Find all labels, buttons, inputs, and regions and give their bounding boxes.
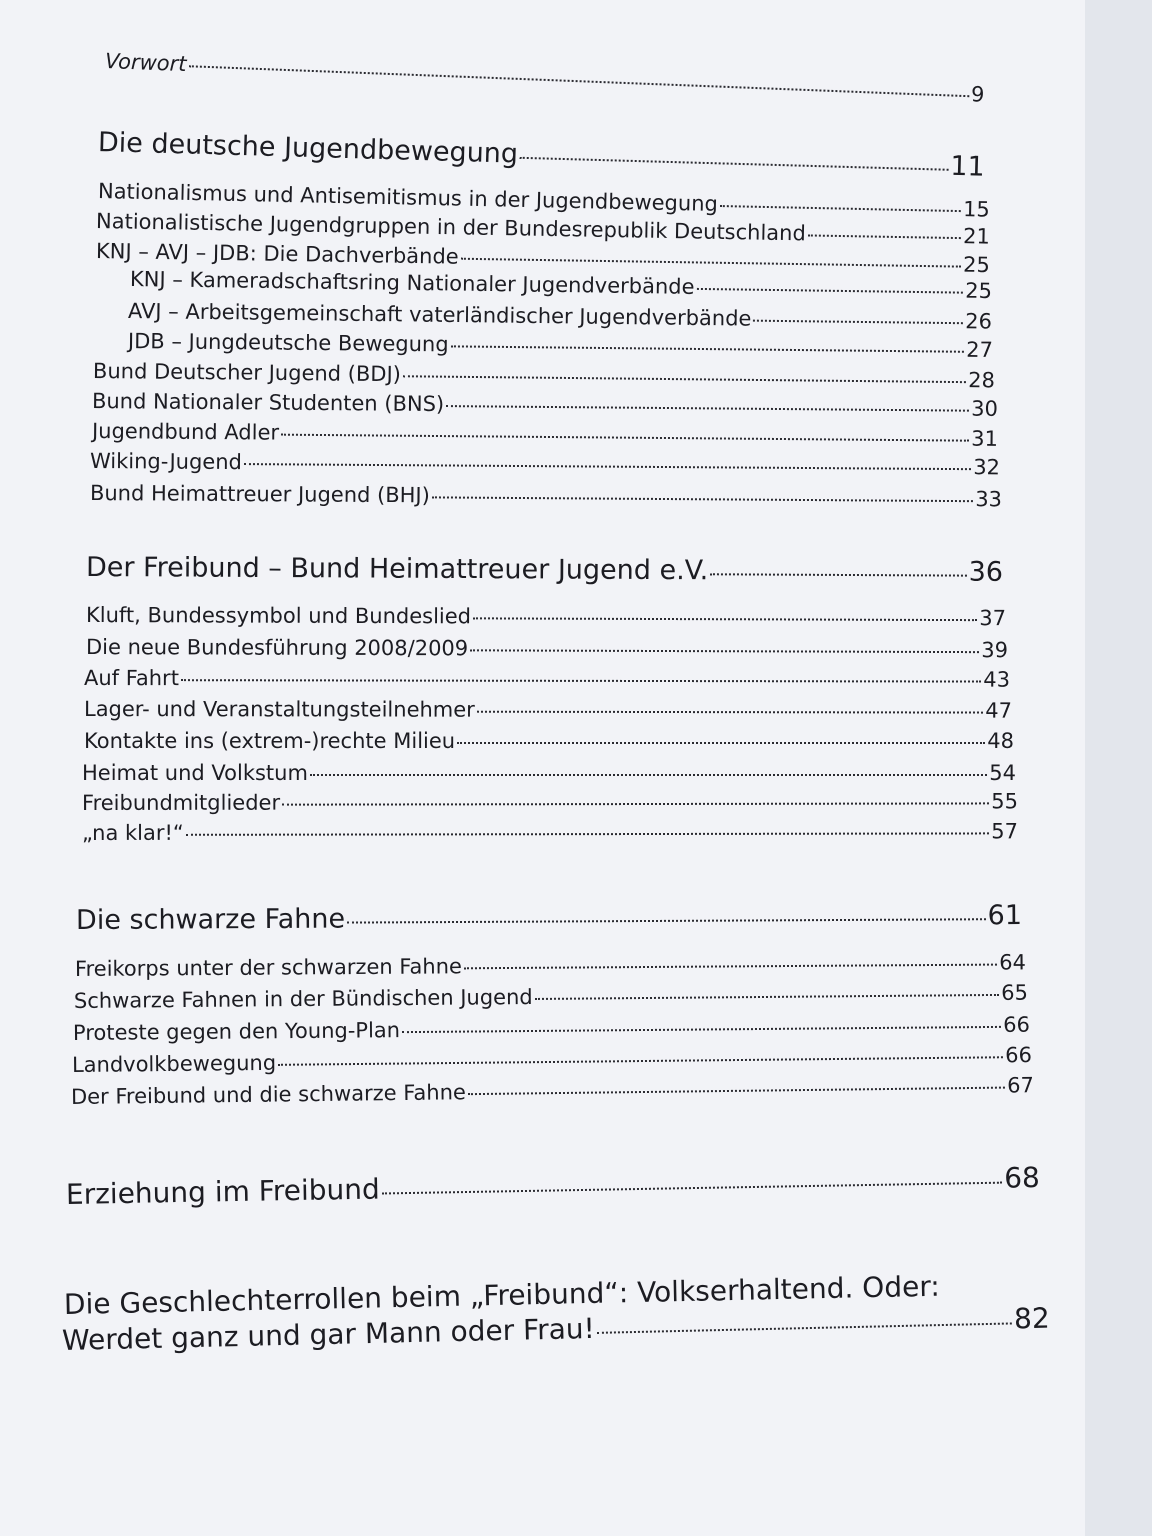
toc-entry-title: Schwarze Fahnen in der Bündischen Jugend xyxy=(73,984,533,1013)
toc-leader-dots xyxy=(382,1182,1003,1195)
toc-leader-dots xyxy=(468,1087,1005,1096)
toc-entry xyxy=(82,820,1018,845)
toc-entry-title: AVJ – Arbeitsgemeinschaft vaterländischer Jugendverbände xyxy=(127,299,752,331)
toc-entry-title: Erziehung im Freibund xyxy=(65,1172,381,1211)
toc-leader-dots xyxy=(181,679,981,682)
toc-leader-dots xyxy=(188,65,969,97)
page-edge xyxy=(1085,0,1152,1536)
toc-leader-dots xyxy=(457,742,985,744)
toc-entry xyxy=(86,604,1006,630)
toc-entry-page: 39 xyxy=(981,638,1009,663)
toc-leader-dots xyxy=(720,205,961,212)
toc-entry-page: 55 xyxy=(991,789,1019,814)
toc-entry xyxy=(72,1044,1032,1077)
toc-leader-dots xyxy=(446,405,969,412)
toc-leader-dots xyxy=(753,320,963,325)
toc-entry-title: Bund Deutscher Jugend (BDJ) xyxy=(92,359,402,387)
toc-entry-title: Freikorps unter der schwarzen Fahne xyxy=(74,954,462,981)
toc-entry-page: 66 xyxy=(1003,1012,1031,1037)
toc-entry-title: Die deutsche Jugendbewegung xyxy=(97,127,519,170)
toc-entry-title: Landvolkbewegung xyxy=(71,1050,277,1077)
toc-entry-title: Wiking-Jugend xyxy=(89,449,243,475)
toc-entry-title: JDB – Jungdeutsche Bewegung xyxy=(127,329,449,357)
toc-leader-dots xyxy=(278,1056,1003,1066)
toc-entry xyxy=(76,901,1022,936)
toc-entry xyxy=(92,390,998,421)
toc-leader-dots xyxy=(520,157,948,171)
toc-leader-dots xyxy=(403,375,966,383)
toc-entry-page: 30 xyxy=(971,396,999,421)
toc-leader-dots xyxy=(470,649,979,653)
toc-entry-title: Heimat und Volkstum xyxy=(82,761,308,785)
toc-entry-page: 28 xyxy=(968,368,996,393)
toc-entry-page: 82 xyxy=(1013,1301,1051,1336)
toc-entry-title: Kontakte ins (extrem-)rechte Milieu xyxy=(84,729,456,753)
toc-entry-page: 61 xyxy=(987,900,1023,932)
toc-entry-title: Bund Heimattreuer Jugend (BHJ) xyxy=(89,481,430,508)
toc-entry-page: 25 xyxy=(962,252,991,278)
toc-entry-page: 36 xyxy=(968,556,1004,588)
toc-entry-title: Nationalismus und Antisemitismus in der Jugendbewegung xyxy=(97,179,719,216)
toc-leader-dots xyxy=(282,802,989,805)
toc-entry-page: 43 xyxy=(983,667,1011,692)
toc-leader-dots xyxy=(477,711,983,714)
toc-entry xyxy=(105,50,985,107)
toc-entry xyxy=(128,300,992,334)
toc-entry-title: Jugendbund Adler xyxy=(91,419,280,445)
toc-entry-title: KNJ – Kameradschaftsring Nationaler Jugendverbände xyxy=(129,267,695,299)
toc-entry xyxy=(82,762,1016,785)
toc-leader-dots xyxy=(402,1026,1001,1033)
toc-leader-dots xyxy=(451,345,965,352)
toc-entry-page: 11 xyxy=(949,150,986,183)
toc-leader-dots xyxy=(310,774,987,776)
toc-entry-title: Werdet ganz und gar Mann oder Frau! xyxy=(61,1311,596,1357)
toc-entry-page: 31 xyxy=(971,426,999,451)
toc-entry-title: Der Freibund – Bund Heimattreuer Jugend e.V. xyxy=(85,552,709,587)
toc-entry-page: 25 xyxy=(965,278,993,304)
toc-entry-page: 26 xyxy=(965,309,993,334)
toc-leader-dots xyxy=(696,288,963,294)
toc-entry-page: 57 xyxy=(991,819,1019,844)
toc-leader-dots xyxy=(808,234,961,239)
toc-entry xyxy=(84,667,1010,692)
toc-entry-page: 48 xyxy=(987,729,1014,753)
toc-leader-dots xyxy=(432,496,973,502)
toc-leader-dots xyxy=(244,463,971,470)
toc-entry-page: 65 xyxy=(1001,980,1029,1005)
toc-entry-title: Die neue Bundesführung 2008/2009 xyxy=(85,635,469,661)
toc-entry-page: 64 xyxy=(999,950,1027,975)
toc-entry-title: KNJ – AVJ – JDB: Die Dachverbände xyxy=(95,239,459,269)
toc-entry-title: Die schwarze Fahne xyxy=(75,903,346,936)
toc-entry-title: Lager- und Veranstaltungsteilnehmer xyxy=(83,697,475,722)
toc-entry xyxy=(86,636,1008,662)
toc-entry xyxy=(73,1014,1030,1045)
toc-entry xyxy=(93,360,995,393)
toc-entry-page: 33 xyxy=(975,487,1003,512)
toc-leader-dots xyxy=(281,434,969,442)
toc-leader-dots xyxy=(347,918,986,923)
toc-entry xyxy=(82,790,1018,815)
toc-entry-title: „na klar!“ xyxy=(81,820,184,845)
toc-entry xyxy=(98,128,985,182)
toc-entry-title: Die Geschlechterrollen beim „Freibund“: Volkserhaltend. Oder: xyxy=(63,1269,941,1321)
toc-entry-page: 27 xyxy=(966,337,994,363)
toc-entry xyxy=(84,730,1014,753)
toc-entry xyxy=(84,698,1012,723)
toc-entry-page: 9 xyxy=(970,82,985,107)
toc-entry-page: 54 xyxy=(989,761,1016,785)
toc-entry xyxy=(90,482,1002,511)
toc-entry xyxy=(92,420,998,451)
toc-entry-title: Auf Fahrt xyxy=(83,666,179,691)
toc-entry xyxy=(90,450,1000,479)
toc-entry-title: Nationalistische Jugendgruppen in der Bundesrepublik Deutschland xyxy=(95,209,807,246)
toc-entry-page: 67 xyxy=(1007,1073,1035,1098)
toc-entry xyxy=(66,1163,1040,1211)
toc-entry xyxy=(86,553,1003,587)
toc-entry-page: 32 xyxy=(973,455,1001,480)
toc-entry xyxy=(74,982,1028,1013)
toc-entry xyxy=(75,951,1026,981)
toc-entry-page: 15 xyxy=(962,197,991,222)
toc-entry-page: 21 xyxy=(962,224,991,249)
toc-entry-page: 66 xyxy=(1005,1042,1033,1068)
toc-entry-page: 47 xyxy=(985,698,1013,723)
toc-leader-dots xyxy=(597,1322,1012,1333)
toc-entry-page: 68 xyxy=(1003,1161,1041,1195)
toc-leader-dots xyxy=(186,832,989,835)
toc-entry xyxy=(128,330,993,362)
toc-entry-title: Der Freibund und die schwarze Fahne xyxy=(70,1080,466,1109)
toc-leader-dots xyxy=(464,964,997,970)
toc-entry-page: 37 xyxy=(979,606,1007,631)
toc-entry-title: Kluft, Bundessymbol und Bundeslied xyxy=(85,603,472,629)
toc-entry-title: Vorwort xyxy=(104,49,187,77)
toc-leader-dots xyxy=(473,617,977,621)
toc-entry-title: Freibundmitglieder xyxy=(81,790,281,815)
toc-leader-dots xyxy=(461,258,962,268)
toc-leader-dots xyxy=(535,994,1000,1000)
toc-leader-dots xyxy=(710,573,966,576)
toc-entry xyxy=(71,1074,1034,1109)
toc-entry-title: Proteste gegen den Young-Plan xyxy=(72,1018,401,1045)
toc-entry-title: Bund Nationaler Studenten (BNS) xyxy=(91,389,445,417)
